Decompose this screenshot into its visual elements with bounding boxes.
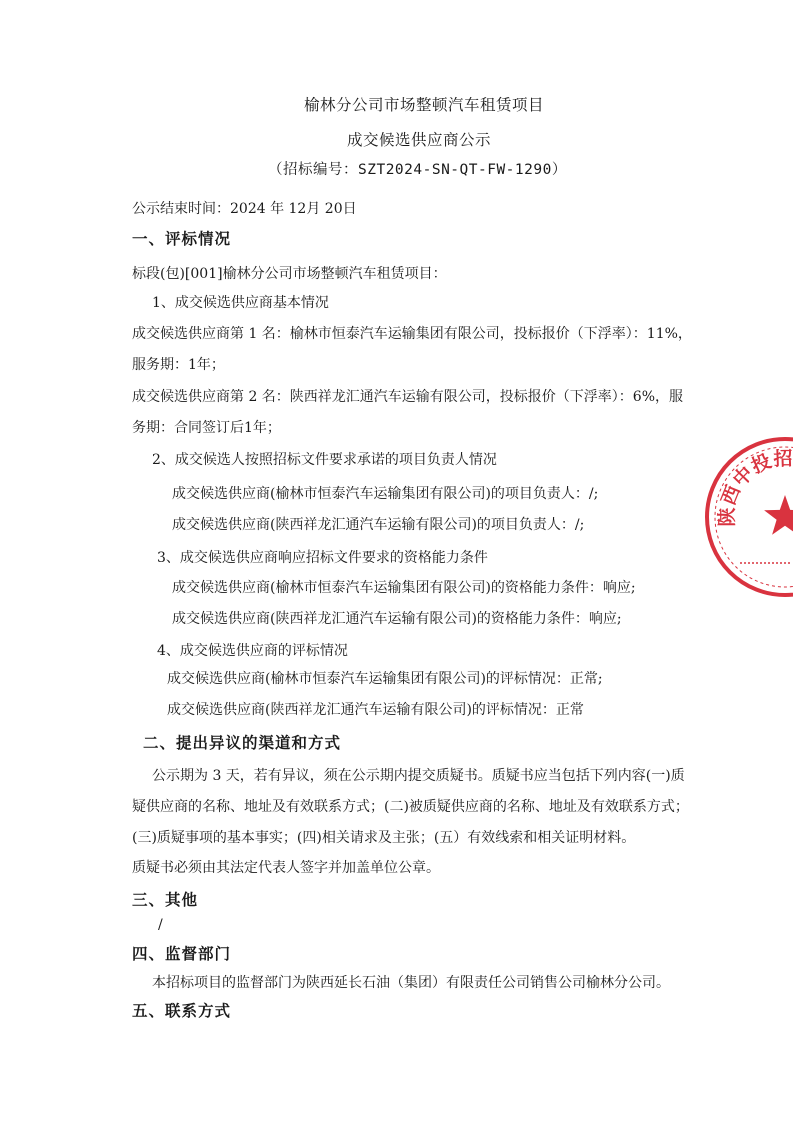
seal-char-3: 中 [728, 462, 758, 492]
project-leader-line-1: 成交候选供应商(榆林市恒泰汽车运输集团有限公司)的项目负责人：/; [172, 486, 599, 502]
supervision-text: 本招标项目的监督部门为陕西延长石油（集团）有限责任公司销售公司榆林分公司。 [152, 975, 670, 991]
qualification-line-1: 成交候选供应商(榆林市恒泰汽车运输集团有限公司)的资格能力条件：响应; [172, 580, 636, 596]
candidate-1-line-2: 服务期：1年； [132, 357, 225, 373]
objection-paragraph-4: 质疑书必须由其法定代表人签字并加盖单位公章。 [132, 860, 440, 876]
seal-char-1: 陕 [716, 507, 738, 527]
document-subtitle: 成交候选供应商公示 [347, 131, 492, 149]
bid-number: （招标编号：SZT2024-SN-QT-FW-1290） [268, 162, 567, 178]
document-title: 榆林分公司市场整顿汽车租赁项目 [304, 96, 545, 114]
seal-char-5: 招 [773, 447, 793, 471]
subsection-1-title: 1、成交候选供应商基本情况 [152, 295, 329, 311]
evaluation-line-1: 成交候选供应商(榆林市恒泰汽车运输集团有限公司)的评标情况：正常; [167, 671, 603, 687]
candidate-2-line-2: 务期：合同签订后1年； [132, 420, 281, 436]
section-4-heading: 四、监督部门 [132, 945, 232, 963]
subsection-4-title: 4、成交候选供应商的评标情况 [157, 643, 348, 659]
section-2-heading: 二、提出异议的渠道和方式 [143, 734, 342, 752]
subsection-3-title: 3、成交候选供应商响应招标文件要求的资格能力条件 [157, 550, 488, 566]
project-leader-line-2: 成交候选供应商(陕西祥龙汇通汽车运输有限公司)的项目负责人：/; [172, 517, 585, 533]
candidate-1-line-1: 成交候选供应商第 1 名：榆林市恒泰汽车运输集团有限公司，投标报价（下浮率）：11%， [132, 326, 692, 342]
qualification-line-2: 成交候选供应商(陕西祥龙汇通汽车运输有限公司)的资格能力条件：响应; [172, 611, 622, 627]
lot-info: 标段(包)[001]榆林分公司市场整顿汽车租赁项目： [132, 266, 447, 282]
objection-paragraph-1: 公示期为 3 天，若有异议，须在公示期内提交质疑书。质疑书应当包括下列内容(一)质 [152, 768, 685, 784]
official-seal [700, 432, 793, 602]
star-icon [764, 495, 793, 535]
evaluation-line-2: 成交候选供应商(陕西祥龙汇通汽车运输有限公司)的评标情况：正常 [167, 702, 584, 718]
section-3-content: / [158, 917, 163, 933]
seal-char-2: 西 [717, 482, 745, 509]
objection-paragraph-3: (三)质疑事项的基本事实；(四)相关请求及主张；(五）有效线索和相关证明材料。 [132, 830, 636, 846]
section-5-heading: 五、联系方式 [132, 1002, 232, 1020]
objection-paragraph-2: 疑供应商的名称、地址及有效联系方式；(二)被质疑供应商的名称、地址及有效联系方式； [132, 799, 689, 815]
end-time: 公示结束时间：2024 年 12月 20日 [132, 201, 357, 217]
section-3-heading: 三、其他 [132, 891, 199, 909]
section-1-heading: 一、评标情况 [132, 230, 232, 248]
candidate-2-line-1: 成交候选供应商第 2 名：陕西祥龙汇通汽车运输有限公司，投标报价（下浮率）：6%，服 [132, 389, 684, 405]
seal-char-4: 投 [748, 450, 775, 478]
subsection-2-title: 2、成交候选人按照招标文件要求承诺的项目负责人情况 [152, 452, 497, 468]
seal-graphic [700, 432, 793, 602]
